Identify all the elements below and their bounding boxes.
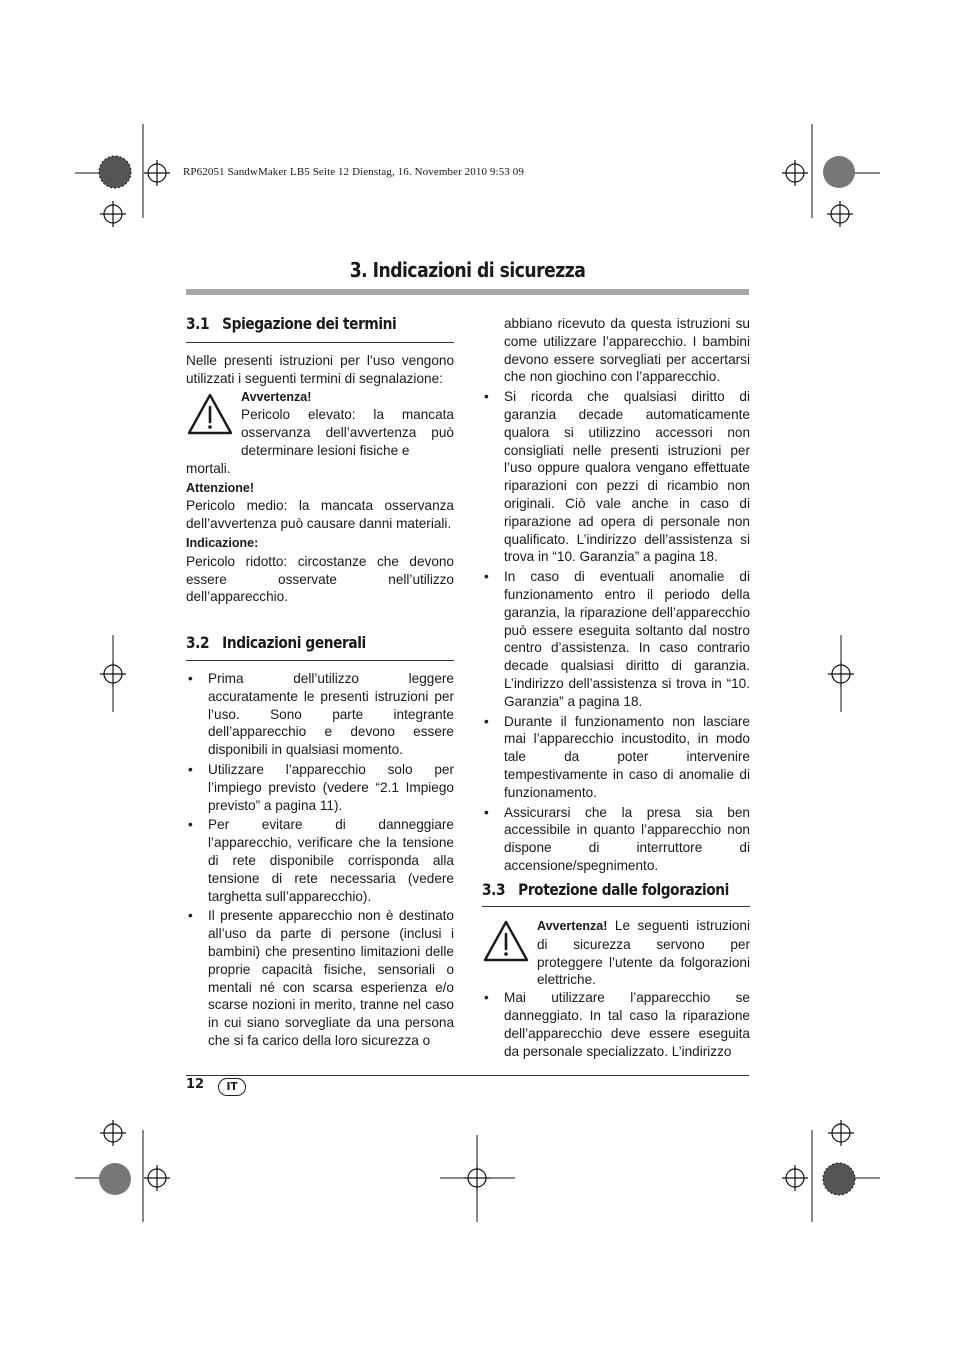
section-number: 3.3: [482, 880, 506, 899]
warning-text: Le seguenti istruzioni di sicurezza servono per proteggere l’utente da folgorazioni elettriche.: [537, 918, 750, 988]
list-item: • Utilizzare l’apparecchio solo per l’impiego previsto (vedere “2.1 Impiego previsto” a pagina 11).: [186, 761, 454, 814]
section-title: Protezione dalle folgorazioni: [518, 880, 729, 899]
list-item: • Prima dell’utilizzo leggere accuratamente le presenti istruzioni per l’uso. Sono parte integrante dell’apparecchio e devono essere disponibili in qualsiasi momento.: [186, 670, 454, 759]
warning-label: Avvertenza!: [537, 919, 608, 933]
list-item: • Durante il funzionamento non lasciare mai l’apparecchio incustodito, in modo tale da poter intervenire tempestivamente in caso di anomalie di funzionamento.: [482, 713, 750, 802]
attention-text: Pericolo medio: la mancata osservanza dell’avvertenza può causare danni materiali.: [186, 498, 454, 532]
page-title: 3. Indicazioni di sicurezza: [349, 258, 586, 282]
list-item: • In caso di eventuali anomalie di funzionamento entro il periodo della garanzia, la riparazione dell’apparecchio può essere eseguita soltanto dal nostro centro d’assistenza. In caso contrario decade qualsiasi diritto di garanzia. L’indirizzo dell’assistenza si trova in “10. Garanzia” a pagina 18.: [482, 568, 750, 710]
section-number: 3.2: [186, 633, 210, 652]
intro-paragraph: Nelle presenti istruzioni per l’uso vengono utilizzati i seguenti termini di segnalazione:: [186, 353, 454, 386]
list-item: • Mai utilizzare l’apparecchio se danneggiato. In tal caso la riparazione dell’apparecchio deve essere eseguita da personale specializzato. L’indirizzo: [482, 989, 750, 1060]
section-number: 3.1: [186, 314, 210, 333]
warning-label: Avvertenza!: [241, 389, 312, 404]
indication-label: Indicazione:: [186, 535, 259, 550]
warning-text: Pericolo elevato: la mancata osservanza dell’avvertenza può determinare lesioni fisiche e: [241, 407, 454, 458]
continuation-text: abbiano ricevuto da questa istruzioni su come utilizzare l’apparecchio. I bambini devono essere sorvegliati per accertarsi che non giochino con l’apparecchio.: [504, 316, 750, 385]
attention-label: Attenzione!: [186, 480, 255, 495]
indication-text: Pericolo ridotto: circostanze che devono essere osservate nell’utilizzo dell’apparecchio.: [186, 553, 454, 605]
list-item: • Il presente apparecchio non è destinato all’uso da parte di persone (inclusi i bambini) che presentino limitazioni delle proprie capacità fisiche, sensoriali o mentali né con scarsa esperienza e/o scarse nozioni in merito, tranne nel caso in cui siano sorvegliate da una persona che si fa carico della loro sicurezza o: [186, 907, 454, 1049]
section-title: Indicazioni generali: [222, 633, 366, 652]
list-item: • Per evitare di danneggiare l’apparecchio, verificare che la tensione di rete disponibile corrisponda alla tensione di rete necessaria (vedere targhetta sull’apparecchio).: [186, 816, 454, 905]
page-number: 12: [186, 1077, 205, 1092]
list-item: • Assicurarsi che la presa sia ben accessibile in quanto l’apparecchio non dispone di interruttore di accensione/spegnimento.: [482, 804, 750, 875]
language-badge: IT: [218, 1078, 246, 1096]
section-title: Spiegazione dei termini: [222, 314, 397, 333]
print-meta-line: RP62051 SandwMaker LB5 Seite 12 Dienstag, 16. November 2010 9:53 09: [183, 166, 524, 178]
warning-text-end: mortali.: [186, 460, 231, 476]
list-item: • Si ricorda che qualsiasi diritto di garanzia decade automaticamente qualora si utilizzino accessori non consigliati nelle presenti istruzioni per l’uso oppure qualora vengano effettuate riparazioni con pezzi di ricambio non originali. Ciò vale anche in caso di riparazione ad opera di personale non qualificato. L’indirizzo dell’assistenza si trova in “10. Garanzia” a pagina 18.: [482, 388, 750, 566]
